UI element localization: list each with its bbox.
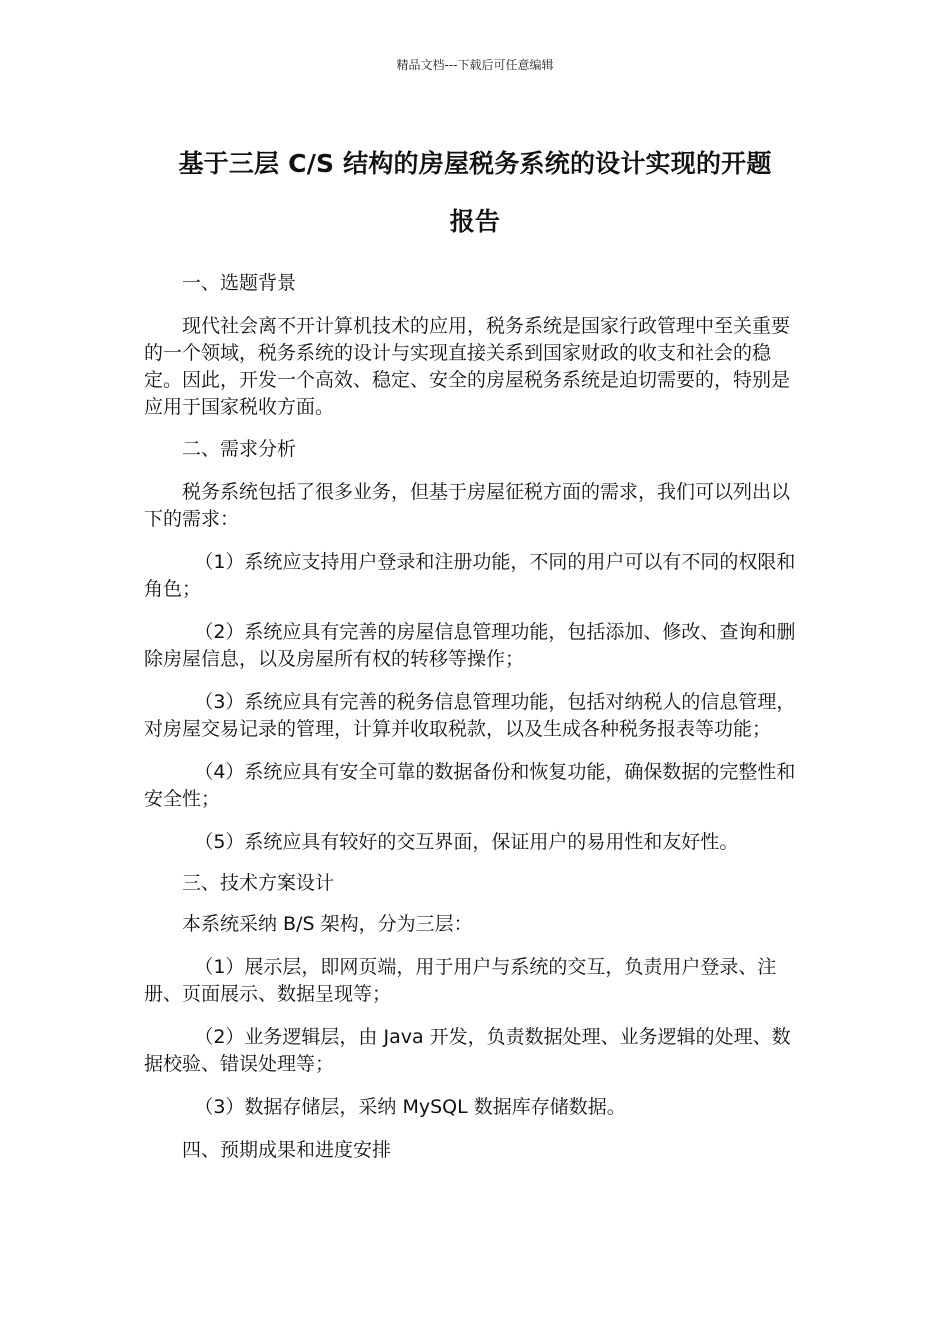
- document-body: [144, 270, 806, 1164]
- paragraph-architecture-intro: 本系统采纳 B/S 架构，分为三层：: [182, 913, 473, 935]
- paragraph-background: 现代社会离不开计算机技术的应用，税务系统是国家行政管理中至关重要的一个领域，税务系统的设计与实现直接关系到国家财政的收支和社会的稳定。因此，开发一个高效、稳定、安全的房屋税务系统是迫切需要的，特别是应用于国家税收方面。: [144, 315, 791, 418]
- section-heading-requirements: 二、需求分析: [182, 438, 297, 460]
- document-title-line1: 基于三层 C/S 结构的房屋税务系统的设计实现的开题: [178, 149, 772, 178]
- requirement-item-5: （5）系统应具有较好的交互界面，保证用户的易用性和友好性。: [194, 831, 739, 853]
- architecture-item-1: （1）展示层，即网页端，用于用户与系统的交互，负责用户登录、注册、页面展示、数据呈现等；: [144, 956, 777, 1005]
- requirement-item-3: （3）系统应具有完善的税务信息管理功能，包括对纳税人的信息管理，对房屋交易记录的管理，计算并收取税款，以及生成各种税务报表等功能；: [144, 691, 796, 740]
- section-heading-technical-design: 三、技术方案设计: [182, 872, 335, 894]
- document-title: [140, 135, 810, 251]
- section-heading-schedule: 四、预期成果和进度安排: [182, 1139, 392, 1161]
- paragraph-requirements-intro: 税务系统包括了很多业务，但基于房屋征税方面的需求，我们可以列出以下的需求：: [144, 481, 791, 530]
- requirement-item-2: （2）系统应具有完善的房屋信息管理功能，包括添加、修改、查询和删除房屋信息，以及房屋所有权的转移等操作；: [144, 621, 796, 670]
- requirement-item-1: （1）系统应支持用户登录和注册功能，不同的用户可以有不同的权限和角色；: [144, 551, 796, 600]
- architecture-item-2: （2）业务逻辑层，由 Java 开发，负责数据处理、业务逻辑的处理、数据校验、错误处理等；: [144, 1026, 791, 1075]
- architecture-item-3: （3）数据存储层，采纳 MySQL 数据库存储数据。: [194, 1096, 626, 1118]
- requirement-item-4: （4）系统应具有安全可靠的数据备份和恢复功能，确保数据的完整性和安全性；: [144, 761, 796, 810]
- document-title-line2: 报告: [449, 207, 501, 236]
- page-header: 精品文档---下载后可任意编辑: [396, 58, 554, 72]
- section-heading-background: 一、选题背景: [182, 272, 297, 294]
